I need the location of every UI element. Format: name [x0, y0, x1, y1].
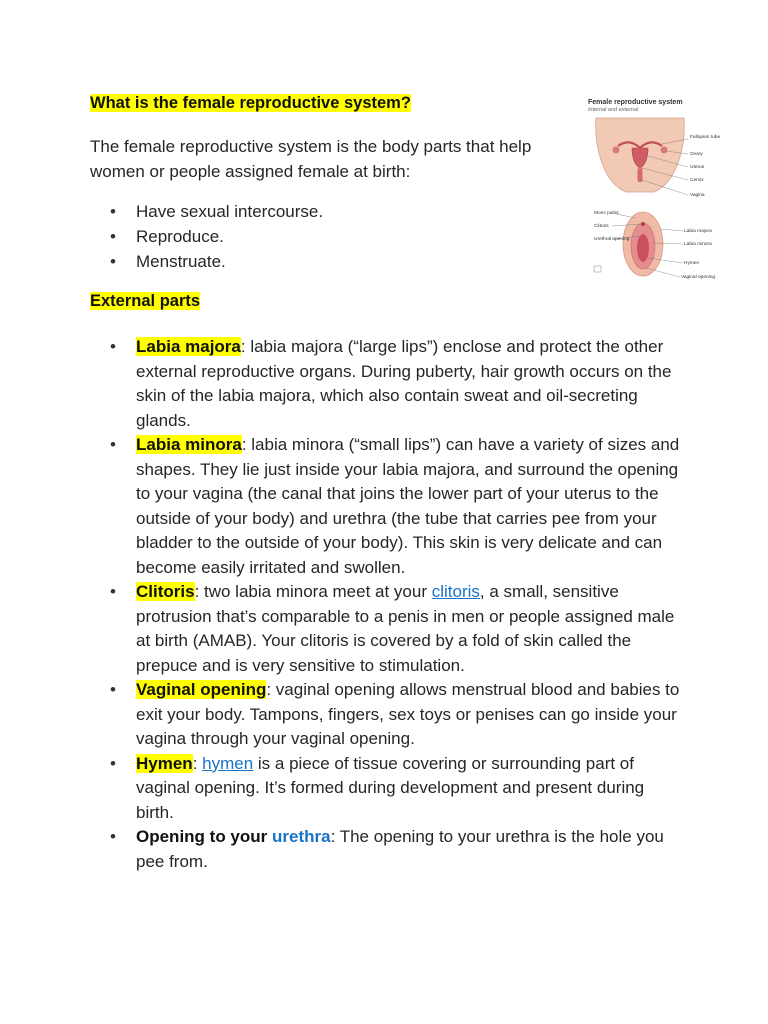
- term-labia-minora: Labia minora: [136, 435, 242, 454]
- heading-text: What is the female reproductive system?: [90, 94, 411, 112]
- list-item-clitoris: [110, 580, 680, 678]
- desc-hymen-before: :: [192, 753, 203, 773]
- label-fallopian-tube: Fallopian tube: [690, 135, 721, 140]
- list-item: • Reproduce.: [110, 224, 323, 249]
- external-parts-heading-text: External parts: [90, 292, 201, 310]
- list-item-labia-minora: [110, 433, 680, 580]
- external-parts-list: [110, 335, 680, 874]
- internal-anatomy-drawing: [596, 118, 685, 192]
- list-item-hymen: [110, 752, 680, 826]
- desc-labia-minora: : labia minora (“small lips”) can have a variety of sizes and shapes. They lie just inside your labia majora, and surround the opening to your vagina (the canal that joins the lower part of your uterus to the outside of your body) and urethra (the tube that carries pee from your bladder to the outside of your body). This skin is very delicate and can become easily irritated and swollen.: [136, 435, 680, 577]
- term-hymen: Hymen: [136, 753, 193, 773]
- label-ovary: Ovary: [690, 152, 703, 157]
- list-item: • Menstruate.: [110, 249, 323, 274]
- intro-list: [110, 199, 323, 274]
- list-item-urethra: [110, 825, 680, 874]
- external-anatomy-drawing: [623, 212, 663, 276]
- term-labia-majora: Labia majora: [136, 337, 241, 356]
- label-vaginal-opening: Vaginal opening: [681, 275, 716, 280]
- label-clitoris: Clitoris: [594, 224, 609, 229]
- page-heading: [90, 94, 411, 113]
- label-labia-majora: Labia majora: [684, 229, 712, 234]
- desc-clitoris-after: , a small, sensitive protrusion that’s comparable to a penis in men or people assigned male at birth (AMAB). Your clitoris is covered by a fold of skin called the prepuce and is very sensitive to stimulation.: [136, 582, 675, 675]
- term-urethra: Opening to your: [136, 827, 272, 846]
- source-logo-icon: [594, 266, 601, 272]
- desc-labia-majora: : labia majora (“large lips”) enclose and protect the other external reproductive organs. During puberty, hair growth occurs on the skin of the labia majora, which also contain sweat and oil-secreting glands.: [136, 337, 672, 430]
- label-vagina: Vagina: [690, 193, 705, 198]
- illustration-title: Female reproductive system: [588, 99, 683, 106]
- list-item-labia-majora: [110, 335, 680, 433]
- desc-urethra: : The opening to your urethra is the hole you pee from.: [136, 827, 664, 871]
- hymen-link[interactable]: hymen: [202, 753, 254, 773]
- label-mons-pubis: Mons pubis: [594, 211, 619, 216]
- desc-vaginal-opening: : vaginal opening allows menstrual blood and babies to exit your body. Tampons, fingers, sex toys or penises can go inside your vagina through your vaginal opening.: [136, 680, 680, 748]
- label-uterus: Uterus: [690, 165, 705, 170]
- clitoris-link[interactable]: clitoris: [431, 582, 480, 601]
- urethra-link[interactable]: urethra: [272, 827, 331, 846]
- list-item-vaginal-opening: [110, 678, 680, 752]
- list-item: • Have sexual intercourse.: [110, 199, 323, 224]
- intro-paragraph: The female reproductive system is the body parts that help women or people assigned female at birth:: [90, 137, 532, 181]
- term-vaginal-opening: Vaginal opening: [136, 680, 267, 699]
- label-labia-minora: Labia minora: [684, 242, 712, 247]
- external-parts-heading: [90, 292, 200, 311]
- label-urethral-opening: Urethral opening: [594, 237, 630, 242]
- illustration-subtitle: Internal and external: [588, 107, 639, 113]
- desc-clitoris-before: : two labia minora meet at your: [194, 582, 432, 601]
- desc-hymen-after: is a piece of tissue covering or surrounding part of vaginal opening. It’s formed during development and present during birth.: [136, 753, 645, 822]
- label-hymen: Hymen: [684, 261, 700, 266]
- label-cervix: Cervix: [690, 178, 704, 183]
- term-clitoris: Clitoris: [136, 582, 195, 601]
- reproductive-system-illustration: [588, 96, 738, 286]
